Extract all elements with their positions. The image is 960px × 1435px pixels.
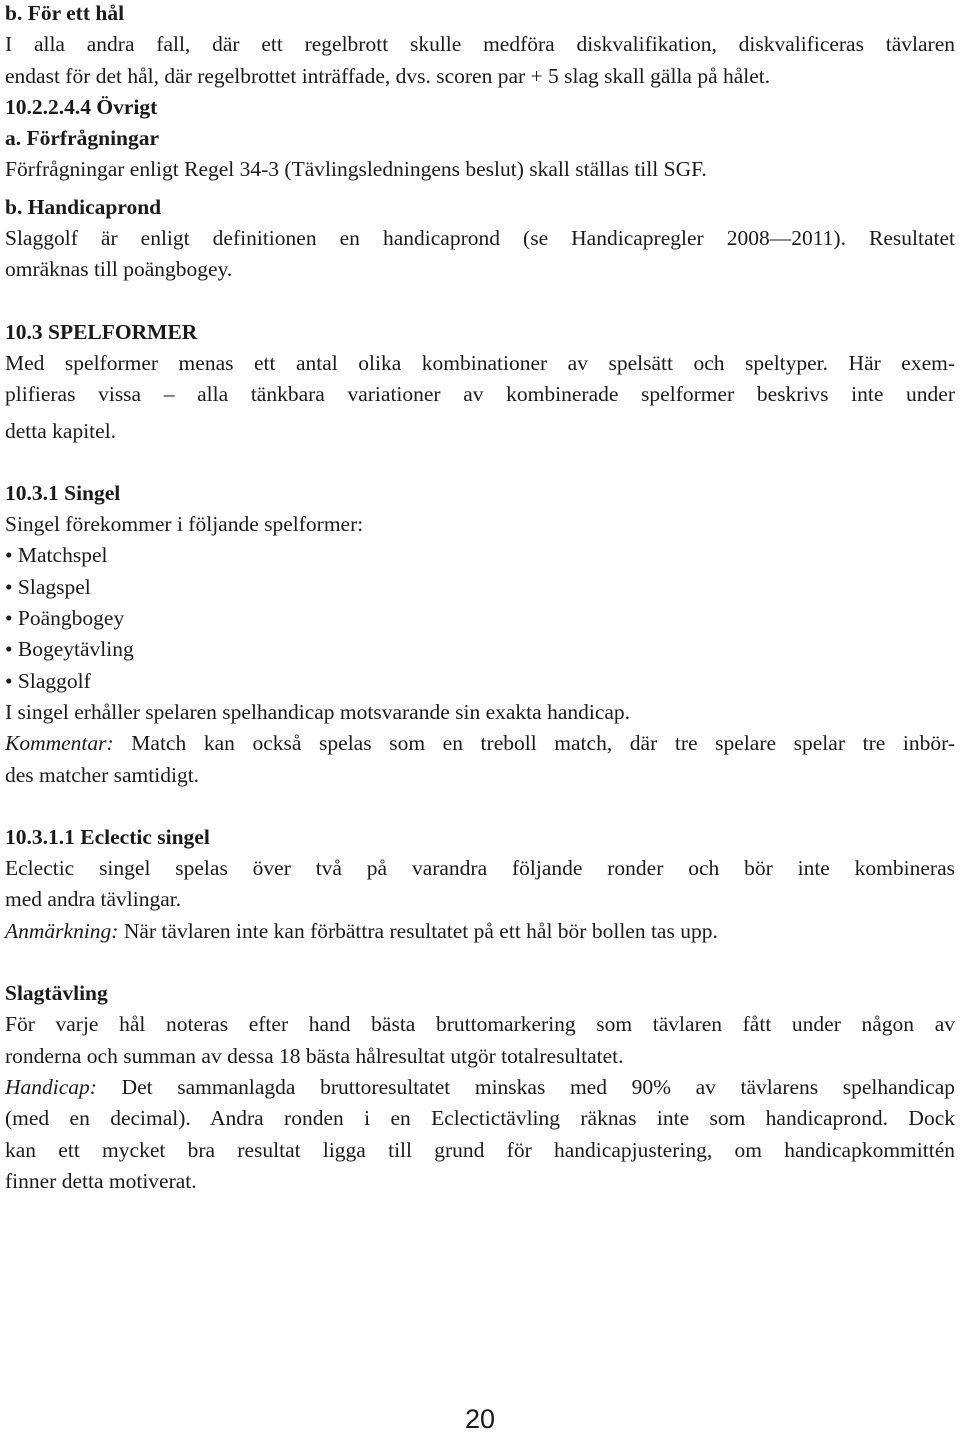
list-item: • Bogeytävling: [5, 637, 134, 662]
comment-line: [5, 728, 955, 759]
heading-slagtavling: Slagtävling: [5, 981, 108, 1006]
paragraph-line: endast för det hål, där regelbrottet inträffade, dvs. scoren par + 5 slag skall gälla på hålet.: [5, 63, 771, 88]
handicap-label: Handicap:: [5, 1074, 97, 1099]
page-number: 20: [464, 1404, 496, 1434]
heading-handicaprond: b. Handicaprond: [5, 194, 162, 219]
paragraph-line: I alla andra fall, där ett regelbrott skulle medföra diskvalifikation, diskvalificeras tävlaren: [5, 32, 955, 57]
list-item: • Matchspel: [5, 543, 108, 568]
comment-label: Kommentar:: [5, 731, 114, 756]
paragraph-line: med andra tävlingar.: [5, 887, 182, 912]
list-item: • Poängbogey: [5, 606, 125, 631]
paragraph-line: omräknas till poängbogey.: [5, 257, 233, 282]
paragraph-line: des matcher samtidigt.: [5, 762, 200, 787]
paragraph-line: ronderna och summan av dessa 18 bästa hålresultat utgör totalresultatet.: [5, 1043, 624, 1068]
heading-for-ett-hal: b. För ett hål: [5, 1, 125, 25]
paragraph-line: kan ett mycket bra resultat ligga till grund för handicapjustering, om handicapkommittén: [5, 1137, 955, 1162]
heading-ovrigt: 10.2.2.4.4 Övrigt: [5, 94, 158, 119]
paragraph-line: Med spelformer menas ett antal olika kombinationer av spelsätt och speltyper. Här exem-: [5, 350, 955, 375]
paragraph-line: För varje hål noteras efter hand bästa bruttomarkering som tävlaren fått under någon av: [5, 1012, 955, 1037]
paragraph-line: Förfrågningar enligt Regel 34-3 (Tävlingsledningens beslut) skall ställas till SGF.: [5, 157, 707, 182]
heading-eclectic-singel: 10.3.1.1 Eclectic singel: [5, 824, 210, 849]
list-item: • Slagspel: [5, 574, 91, 599]
paragraph-line: Eclectic singel spelas över två på varandra följande ronder och bör inte kombineras: [5, 856, 955, 881]
heading-singel: 10.3.1 Singel: [5, 480, 121, 505]
handicap-text: Det sammanlagda bruttoresultatet minskas med 90% av tävlarens spelhandicap: [96, 1074, 955, 1099]
paragraph-line: (med en decimal). Andra ronden i en Eclectictävling räknas inte som handicaprond. Dock: [5, 1106, 955, 1131]
spacer: [5, 447, 955, 478]
spacer: [5, 791, 955, 822]
paragraph-line: Slaggolf är enligt definitionen en handicaprond (se Handicapregler 2008—2011). Resultatet: [5, 226, 955, 251]
paragraph-line: detta kapitel.: [5, 418, 117, 443]
paragraph-line: I singel erhåller spelaren spelhandicap motsvarande sin exakta handicap.: [5, 699, 631, 724]
spacer: [5, 947, 955, 978]
spacer: [5, 286, 955, 317]
heading-forfragningar: a. Förfrågningar: [5, 126, 160, 151]
handicap-line: [5, 1072, 955, 1103]
comment-text: Match kan också spelas som en treboll match, där tre spelare spelar tre inbör-: [113, 731, 955, 756]
paragraph-line: Singel förekommer i följande spelformer:: [5, 512, 364, 537]
paragraph-line: finner detta motiverat.: [5, 1168, 197, 1193]
note-text: När tävlaren inte kan förbättra resultatet på ett hål bör bollen tas upp.: [118, 918, 718, 943]
heading-spelformer: 10.3 SPELFORMER: [5, 319, 198, 344]
list-item: • Slaggolf: [5, 668, 91, 693]
paragraph-line: plifieras vissa – alla tänkbara variationer av kombinerade spelformer beskrivs inte under: [5, 382, 955, 407]
note-label: Anmärkning:: [5, 918, 119, 943]
note-line: [5, 916, 955, 947]
document-page: [5, 0, 955, 1197]
